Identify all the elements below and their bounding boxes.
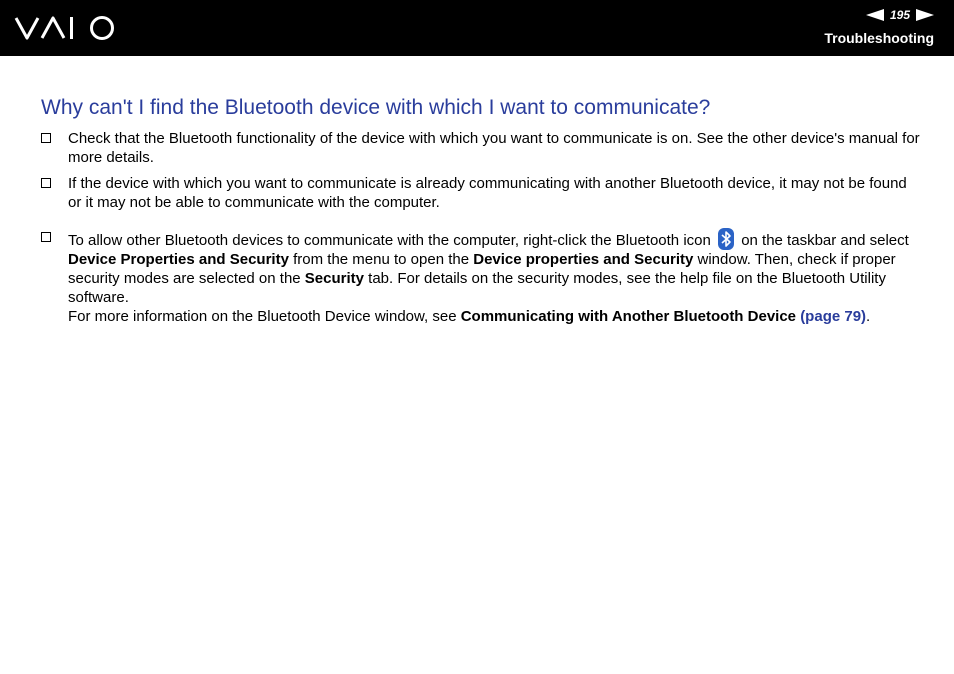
page-header xyxy=(0,0,954,56)
section-title: Troubleshooting xyxy=(824,30,934,46)
list-item xyxy=(41,174,921,212)
list-item xyxy=(41,129,921,167)
checkbox-bullet-icon xyxy=(41,133,51,143)
list-item-text: If the device with which you want to communicate is already communicating with another Bluetooth device, it may not be found or it may not be able to communicate with the computer. xyxy=(68,175,907,211)
previous-page-arrow-icon[interactable] xyxy=(866,9,884,21)
page-79-link[interactable]: (page 79) xyxy=(800,308,867,325)
page-navigation xyxy=(866,7,934,23)
vaio-logo xyxy=(14,15,120,41)
page-number: 195 xyxy=(889,8,910,22)
list-item-text: To allow other Bluetooth devices to communicate with the computer, right-click the Bluetooth icon on the taskbar and select Device Properties and Security from the menu to open the Device properties and Security window. Then, check if proper security modes are selected on the Security tab. For details on the security modes, see the help file on the Bluetooth Utility software. For more information on the Bluetooth Device window, see Communicating with Another Bluetooth Device (page 79). xyxy=(68,228,921,326)
next-page-arrow-icon[interactable] xyxy=(916,9,934,21)
checkbox-bullet-icon xyxy=(41,178,51,188)
page-title: Why can't I find the Bluetooth device with which I want to communicate? xyxy=(41,96,711,119)
checkbox-bullet-icon xyxy=(41,232,51,242)
list-item xyxy=(41,228,921,326)
bluetooth-icon xyxy=(717,228,735,250)
list-item-text: Check that the Bluetooth functionality of the device with which you want to communicate is on. See the other device's manual for more details. xyxy=(68,130,920,166)
